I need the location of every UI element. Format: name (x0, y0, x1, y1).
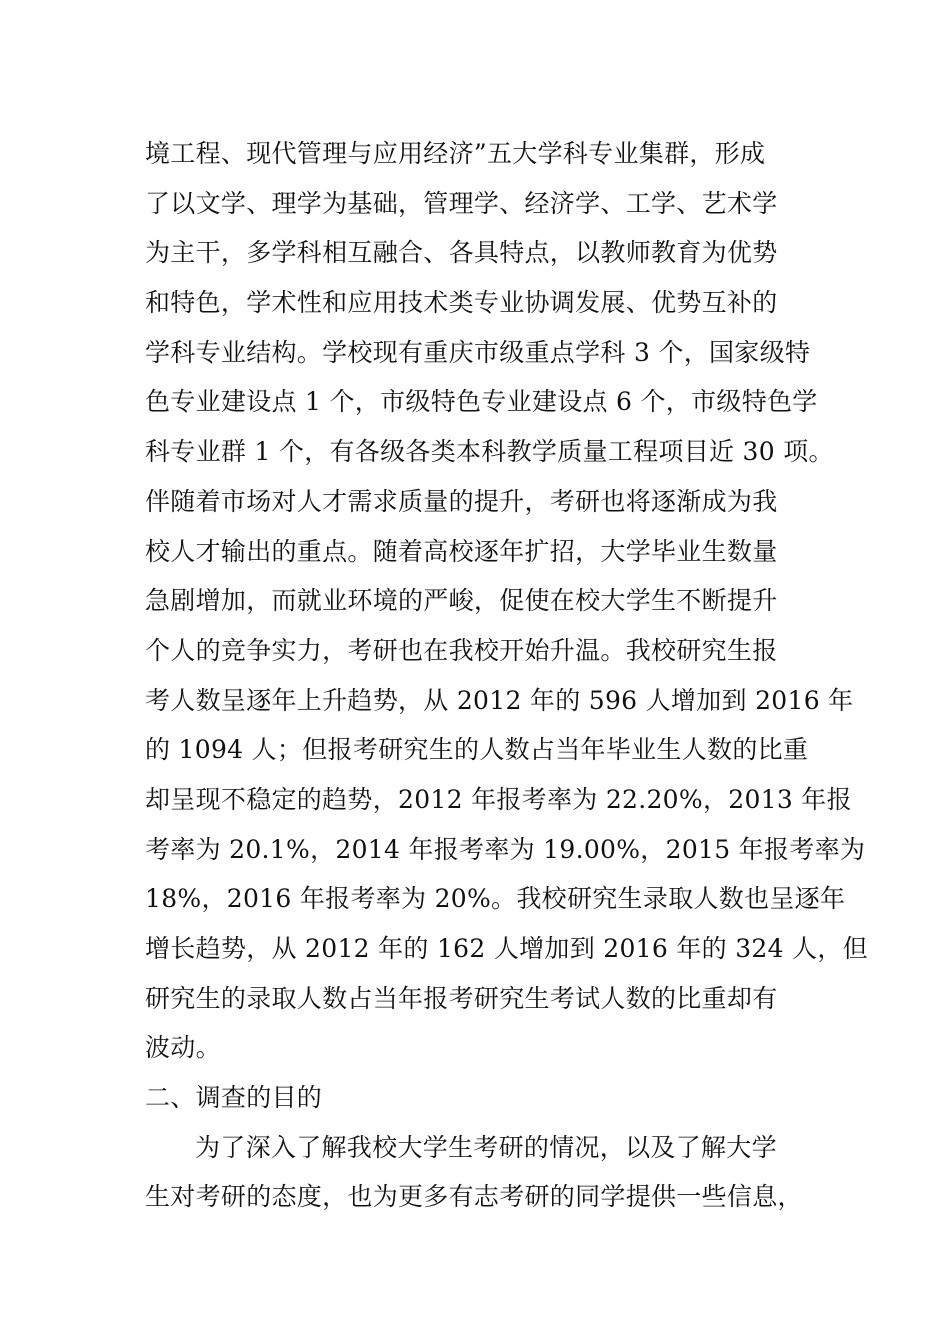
body-line: 了以文学、理学为基础，管理学、经济学、工学、艺术学 (145, 188, 778, 218)
body-line: 考率为 20.1%，2014 年报考率为 19.00%，2015 年报考率为 (145, 834, 866, 864)
section-heading: 二、调查的目的 (145, 1083, 323, 1113)
body-line: 急剧增加，而就业环境的严峻，促使在校大学生不断提升 (145, 586, 778, 616)
body-line: 和特色，学术性和应用技术类专业协调发展、优势互补的 (145, 288, 778, 318)
body-line: 个人的竞争实力，考研也在我校开始升温。我校研究生报 (145, 635, 778, 665)
body-line: 境工程、现代管理与应用经济”五大学科专业集群，形成 (145, 139, 766, 168)
body-line: 的 1094 人；但报考研究生的人数占当年毕业生人数的比重 (145, 735, 809, 765)
document-body (145, 129, 868, 1222)
body-line: 科专业群 1 个，有各级各类本科教学质量工程项目近 30 项。 (145, 437, 834, 467)
body-line: 校人才输出的重点。随着高校逐年扩招，大学毕业生数量 (145, 536, 778, 566)
body-line: 研究生的录取人数占当年报考研究生考试人数的比重却有 (145, 983, 778, 1013)
body-line: 学科专业结构。学校现有重庆市级重点学科 3 个，国家级特 (145, 337, 811, 367)
body-line: 考人数呈逐年上升趋势，从 2012 年的 596 人增加到 2016 年 (145, 685, 854, 715)
body-line: 却呈现不稳定的趋势，2012 年报考率为 22.20%，2013 年报 (145, 784, 852, 814)
body-line: 18%，2016 年报考率为 20%。我校研究生录取人数也呈逐年 (145, 884, 846, 914)
purpose-line: 为了深入了解我校大学生考研的情况，以及了解大学 (195, 1132, 777, 1162)
body-line: 色专业建设点 1 个，市级特色专业建设点 6 个，市级特色学 (145, 387, 818, 417)
body-line: 为主干，多学科相互融合、各具特点，以教师教育为优势 (145, 238, 778, 268)
body-line: 增长趋势，从 2012 年的 162 人增加到 2016 年的 324 人，但 (145, 934, 868, 963)
body-line: 伴随着市场对人才需求质量的提升，考研也将逐渐成为我 (145, 486, 778, 516)
purpose-line: 生对考研的态度，也为更多有志考研的同学提供一些信息， (145, 1182, 803, 1212)
body-line: 波动。 (145, 1033, 221, 1063)
